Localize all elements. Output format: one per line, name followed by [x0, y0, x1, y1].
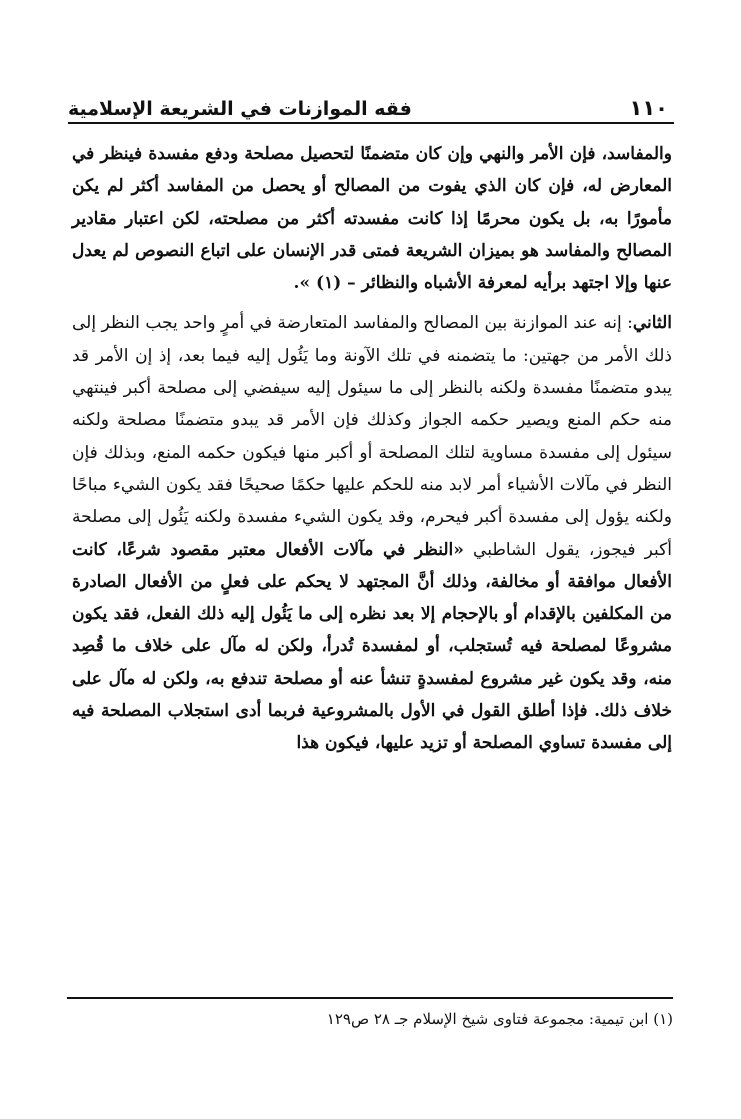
paragraph-second: [72, 307, 672, 759]
page-header: [68, 84, 668, 120]
paragraph-first: والمفاسد، فإن الأمر والنهي وإن كان متضمنًا لتحصيل مصلحة ودفع مفسدة فينظر في المعارض له، فإن كان الذي يفوت من المصالح أو يحصل من المفاسد أكثر لم يكن مأمورًا به، بل يكون محرمًا إذا كانت مفسدته أكثر من مصلحته، لكن اعتبار مقادير المصالح والمفاسد هو بميزان الشريعة فمتى قدر الإنسان على اتباع النصوص لم يعدل عنها وإلا اجتهد برأيه لمعرفة الأشباه والنظائر – (١) ».: [72, 144, 672, 294]
running-title: فقه الموازنات في الشريعة الإسلامية: [68, 98, 412, 120]
header-divider: [68, 122, 674, 124]
paragraph-label: الثاني: [632, 313, 672, 334]
footnote: (١) ابن تيمية: مجموعة فتاوى شيخ الإسلام جـ ٢٨ ص١٢٩: [326, 1010, 673, 1028]
shatibi-quote: «النظر في مآلات الأفعال معتبر مقصود شرعًا، كانت الأفعال موافقة أو مخالفة، وذلك أنَّ المجتهد لا يحكم على فعلٍ من الأفعال الصادرة من المكلفين بالإقدام أو بالإحجام إلا بعد نظره إلى ما يَئُول إليه ذلك الفعل، فقد يكون مشروعًا لمصلحة فيه تُستجلب، أو لمفسدة تُدرأ، ولكن له مآل على خلاف ما قُصِد منه، وقد يكون غير مشروع لمفسدةٍ تنشأ عنه أو مصلحة تندفع به، ولكن له مآل على خلاف ذلك. فإذا أطلق القول في الأول بالمشروعية فربما أدى استجلاب المصلحة فيه إلى مفسدة تساوي المصلحة أو تزيد عليها، فيكون هذا: [72, 539, 672, 754]
paragraph-text: : إنه عند الموازنة بين المصالح والمفاسد المتعارضة في أمرٍ واحد يجب النظر إلى ذلك الأمر من جهتين: ما يتضمنه في تلك الآونة وما يَئُول إليه فيما بعد، إذ إن الأمر قد يبدو متضمنًا مفسدة ولكنه بالنظر إلى ما سيئول إليه سيفضي إلى مصلحة أكبر فينتهي منه حكم المنع ويصير حكمه الجواز وكذلك فإن الأمر قد يبدو متضمنًا مصلحة ولكنه سيئول إلى مفسدة مساوية لتلك المصلحة أو أكبر منها فيكون حكمه المنع، وبذلك فإن النظر في مآلات الأشياء أمر لابد منه للحكم عليها حكمًا صحيحًا فقد يكون الشيء مباحًا ولكنه يؤول إلى مفسدة أكبر فيحرم، وقد يكون الشيء مفسدة ولكنه يَئُول إلى مصلحة أكبر فيجوز، يقول الشاطبي: [72, 313, 673, 560]
page-body: [72, 138, 672, 760]
page-number: ١١٠: [629, 96, 668, 120]
footnote-divider: [67, 997, 673, 999]
